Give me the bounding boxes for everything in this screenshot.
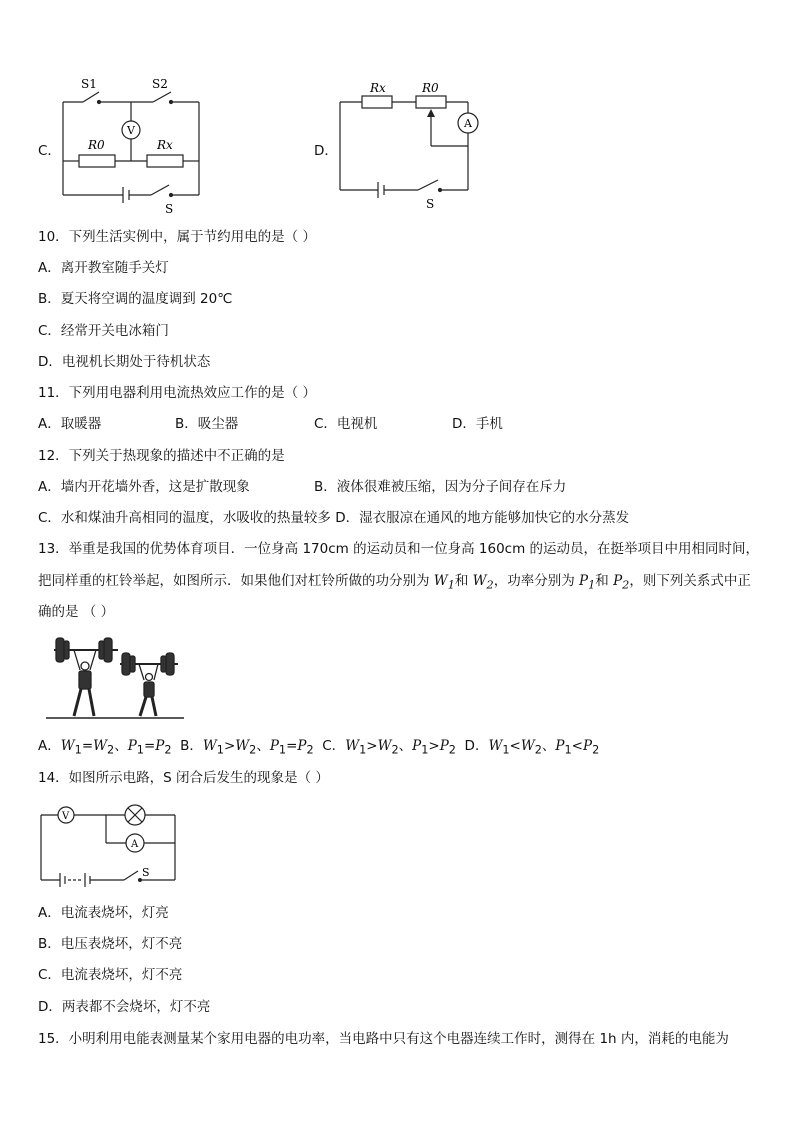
voltmeter-symbol: V bbox=[127, 124, 135, 137]
q13-option-d: D．$W_1<W_2$、$P_1<P_2$ bbox=[460, 738, 600, 757]
option-d-label: D． bbox=[314, 143, 338, 159]
switch-s-label: S bbox=[165, 202, 174, 215]
p1-symbol: $P_1$ bbox=[579, 573, 596, 592]
voltmeter-symbol-q14: V bbox=[62, 811, 70, 822]
q12-option-cd: C．水和煤油升高相同的温度，水吸收的热量较多 D．湿衣服凉在通风的地方能够加快它的水分蒸发 bbox=[38, 510, 630, 526]
switch-s-label-q14: S bbox=[142, 866, 150, 879]
q10-option-b: B．夏天将空调的温度调到 20℃ bbox=[38, 291, 233, 307]
weightlifters-figure bbox=[44, 632, 186, 722]
q13-options bbox=[38, 736, 599, 761]
switch-s1-label: S1 bbox=[81, 77, 97, 91]
resistor-rx-label-d: Rx bbox=[370, 81, 386, 95]
q14-option-a: A．电流表烧坏，灯亮 bbox=[38, 905, 169, 921]
q11-stem: 11．下列用电器利用电流热效应工作的是（ ） bbox=[38, 385, 316, 401]
q14-option-c: C．电流表烧坏，灯不亮 bbox=[38, 967, 183, 983]
q13-line3: 确的是 （ ） bbox=[38, 604, 115, 620]
resistor-r0-label: R0 bbox=[88, 138, 105, 152]
w1-symbol: $W_1$ bbox=[433, 573, 455, 592]
resistor-r0-label-d: R0 bbox=[422, 81, 439, 95]
switch-s-label-d: S bbox=[426, 197, 435, 211]
q11-option-d: D．手机 bbox=[452, 416, 503, 432]
q14-stem: 14．如图所示电路，S 闭合后发生的现象是（ ） bbox=[38, 770, 329, 786]
q13-option-b: B．$W_1>W_2$、$P_1=P_2$ bbox=[175, 738, 314, 757]
ammeter-symbol-q14: A bbox=[131, 839, 139, 850]
q10-option-c: C．经常开关电冰箱门 bbox=[38, 323, 169, 339]
q14-option-b: B．电压表烧坏，灯不亮 bbox=[38, 936, 183, 952]
q11-option-a: A．取暖器 bbox=[38, 416, 102, 432]
q13-option-a: A．$W_1=W_2$、$P_1=P_2$ bbox=[38, 738, 172, 757]
q10-option-d: D．电视机长期处于待机状态 bbox=[38, 354, 211, 370]
q13-line2-text-a: 把同样重的杠铃举起，如图所示．如果他们对杠铃所做的功分别为 bbox=[38, 573, 434, 589]
q13-line2-text-c: ，功率分别为 bbox=[493, 573, 580, 589]
q14-option-d: D．两表都不会烧坏，灯不亮 bbox=[38, 999, 211, 1015]
q13-option-c: C．$W_1>W_2$、$P_1>P_2$ bbox=[317, 738, 456, 757]
circuit-diagram-q14 bbox=[38, 800, 180, 890]
w2-symbol: $W_2$ bbox=[472, 573, 494, 592]
q13-line2-text-e: ，则下列关系式中正 bbox=[629, 573, 751, 589]
q12-option-a: A．墙内开花墙外香，这是扩散现象 bbox=[38, 479, 250, 495]
q10-stem: 10．下列生活实例中，属于节约用电的是（ ） bbox=[38, 229, 316, 245]
resistor-rx-label: Rx bbox=[157, 138, 173, 152]
ammeter-symbol: A bbox=[464, 117, 472, 130]
q10-option-a: A．离开教室随手关灯 bbox=[38, 260, 169, 276]
q13-line2-text-b: 和 bbox=[454, 573, 473, 589]
q13-line2-text-d: 和 bbox=[595, 573, 614, 589]
q11-option-c: C．电视机 bbox=[314, 416, 378, 432]
q11-option-b: B．吸尘器 bbox=[175, 416, 239, 432]
q15-stem: 15．小明利用电能表测量某个家用电器的电功率，当电路中只有这个电器连续工作时，测得在 1h 内，消耗的电能为 bbox=[38, 1031, 729, 1047]
p2-symbol: $P_2$ bbox=[613, 573, 630, 592]
circuit-diagram-d bbox=[332, 80, 482, 215]
switch-s2-label: S2 bbox=[152, 77, 168, 91]
circuit-diagram-c bbox=[55, 75, 215, 215]
q12-stem: 12．下列关于热现象的描述中不正确的是 bbox=[38, 448, 285, 464]
option-c-label: C． bbox=[38, 143, 61, 159]
q13-line1: 13．举重是我国的优势体育项目．一位身高 170cm 的运动员和一位身高 160cm 的运动员，在挺举项目中用相同时间， bbox=[38, 541, 760, 557]
q12-option-b: B．液体很难被压缩，因为分子间存在斥力 bbox=[314, 479, 567, 495]
q13-line2 bbox=[38, 571, 751, 596]
